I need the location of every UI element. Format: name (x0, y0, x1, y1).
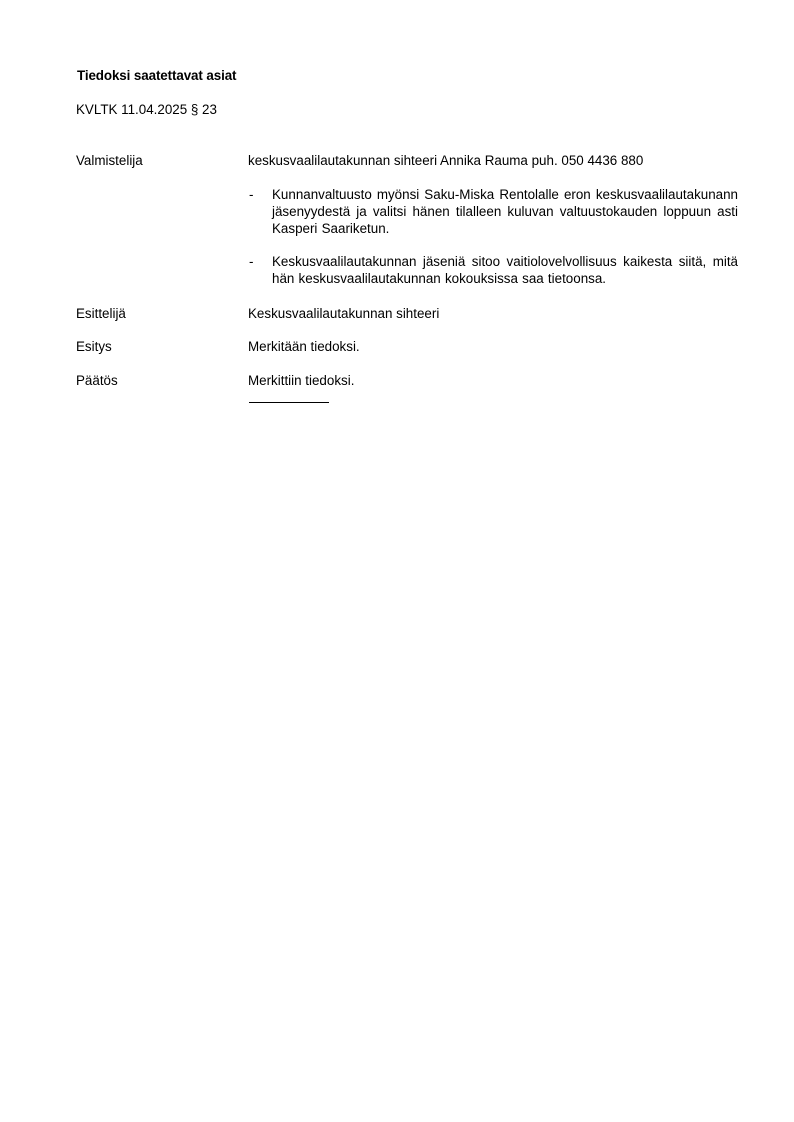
valmistelija-value: keskusvaalilautakunnan sihteeri Annika Rauma puh. 050 4436 880 (248, 153, 644, 168)
esitys-value: Merkitään tiedoksi. (248, 339, 360, 354)
document-reference: KVLTK 11.04.2025 § 23 (76, 102, 217, 117)
esittelija-label: Esittelijä (76, 306, 126, 321)
signature-line (249, 402, 329, 403)
document-title: Tiedoksi saatettavat asiat (77, 68, 237, 83)
list-item-text: Keskusvaalilautakunnan jäseniä sitoo vaitiolovelvollisuus kaikesta siitä, mitä hän keskusvaalilautakunnan kokouksissa saa tietoonsa. (272, 254, 738, 286)
paatos-value: Merkittiin tiedoksi. (248, 373, 355, 388)
list-item (248, 253, 738, 287)
bullet-dash: - (249, 254, 254, 269)
bullet-dash: - (249, 187, 254, 202)
list-item (248, 186, 738, 237)
valmistelija-label: Valmistelija (76, 153, 143, 168)
esitys-label: Esitys (76, 339, 112, 354)
esittelija-value: Keskusvaalilautakunnan sihteeri (248, 306, 440, 321)
list-item-text: Kunnanvaltuusto myönsi Saku-Miska Rentolalle eron keskusvaalilautakunann jäsenyydestä ja valitsi hänen tilalleen kuluvan valtuustokauden loppuun asti Kasperi Saariketun. (272, 187, 738, 236)
paatos-label: Päätös (76, 373, 118, 388)
